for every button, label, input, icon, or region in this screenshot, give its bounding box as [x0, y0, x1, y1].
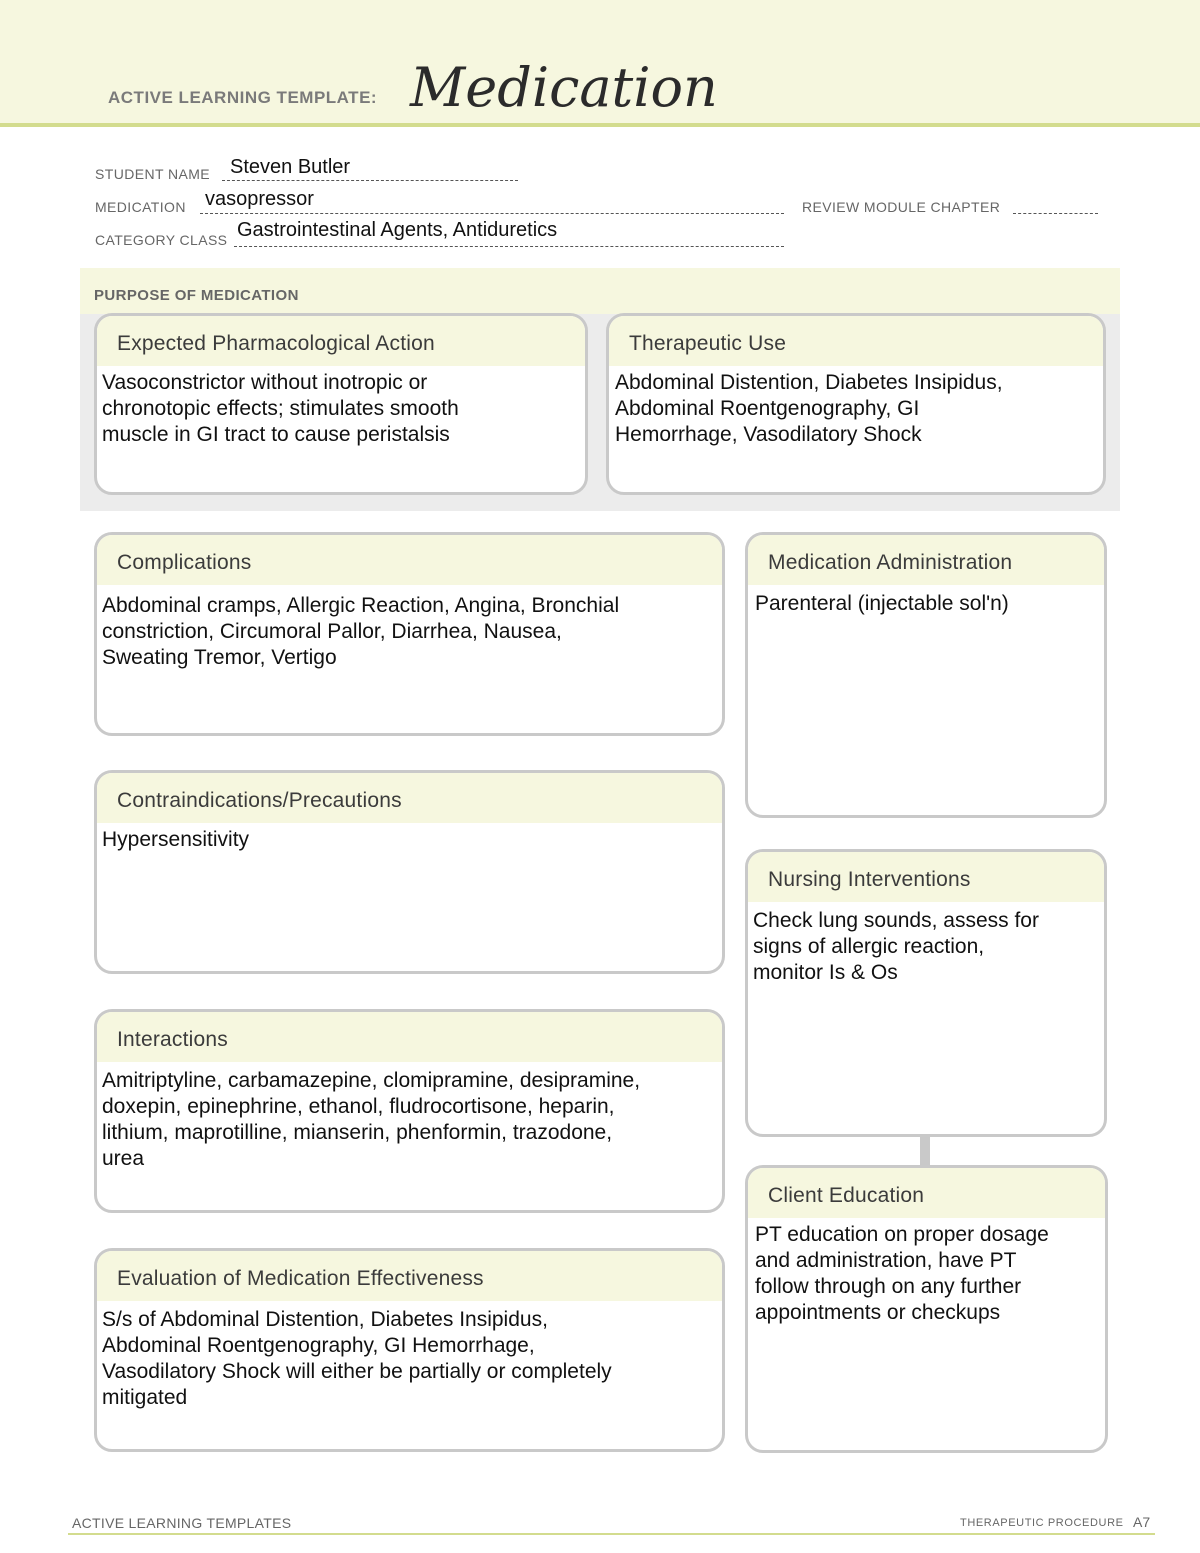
client-education-body[interactable]: PT education on proper dosage and administration, have PT follow through on any further appointments or checkups — [755, 1223, 1049, 1324]
review-module-label: REVIEW MODULE CHAPTER — [802, 199, 1001, 215]
student-name-line — [222, 180, 518, 181]
template-label: ACTIVE LEARNING TEMPLATE: — [108, 88, 378, 107]
card-connector — [920, 1135, 930, 1165]
header-rule — [0, 123, 1200, 127]
medication-administration-body[interactable]: Parenteral (injectable sol'n) — [755, 592, 1009, 615]
contraindications-title: Contraindications/Precautions — [97, 773, 722, 823]
medication-label: MEDICATION — [95, 199, 186, 215]
purpose-label: PURPOSE OF MEDICATION — [94, 287, 299, 304]
medication-value[interactable]: vasopressor — [205, 188, 314, 210]
interactions-card — [94, 1009, 725, 1213]
therapeutic-use-body[interactable]: Abdominal Distention, Diabetes Insipidus, Abdominal Roentgenography, GI Hemorrhage, Vasodilatory Shock — [615, 371, 1003, 446]
client-education-title: Client Education — [748, 1168, 1105, 1218]
nursing-interventions-body[interactable]: Check lung sounds, assess for signs of allergic reaction, monitor Is & Os — [753, 909, 1039, 984]
nursing-interventions-card — [745, 849, 1107, 1137]
footer-right: THERAPEUTIC PROCEDURE — [960, 1517, 1124, 1529]
evaluation-body[interactable]: S/s of Abdominal Distention, Diabetes Insipidus, Abdominal Roentgenography, GI Hemorrhage, Vasodilatory Shock will either be partially or completely mitigated — [102, 1308, 612, 1409]
review-module-line — [1013, 213, 1098, 214]
evaluation-card — [94, 1248, 725, 1452]
nursing-interventions-title: Nursing Interventions — [748, 852, 1104, 902]
complications-card — [94, 532, 725, 736]
student-name-label: STUDENT NAME — [95, 166, 210, 182]
medication-administration-title: Medication Administration — [748, 535, 1104, 585]
medication-line — [200, 213, 784, 214]
expected-action-title: Expected Pharmacological Action — [97, 316, 585, 366]
category-class-line — [234, 246, 784, 247]
footer-rule — [68, 1533, 1155, 1535]
complications-title: Complications — [97, 535, 722, 585]
evaluation-title: Evaluation of Medication Effectiveness — [97, 1251, 722, 1301]
category-class-label: CATEGORY CLASS — [95, 232, 228, 248]
interactions-title: Interactions — [97, 1012, 722, 1062]
category-class-value[interactable]: Gastrointestinal Agents, Antiduretics — [237, 219, 558, 241]
student-name-value[interactable]: Steven Butler — [230, 156, 351, 178]
contraindications-card — [94, 770, 725, 974]
complications-body[interactable]: Abdominal cramps, Allergic Reaction, Angina, Bronchial constriction, Circumoral Pallor, Diarrhea, Nausea, Sweating Tremor, Vertigo — [102, 594, 620, 669]
therapeutic-use-card — [606, 313, 1106, 495]
footer-page-number: A7 — [1133, 1514, 1151, 1530]
footer-left: ACTIVE LEARNING TEMPLATES — [72, 1515, 292, 1531]
contraindications-body[interactable]: Hypersensitivity — [102, 828, 250, 851]
therapeutic-use-title: Therapeutic Use — [609, 316, 1103, 366]
page-title: Medication — [410, 56, 718, 119]
expected-action-body[interactable]: Vasoconstrictor without inotropic or chronotopic effects; stimulates smooth muscle in GI tract to cause peristalsis — [102, 371, 459, 446]
client-education-card — [745, 1165, 1108, 1453]
medication-administration-card — [745, 532, 1107, 818]
expected-action-card — [94, 313, 588, 495]
interactions-body[interactable]: Amitriptyline, carbamazepine, clomipramine, desipramine, doxepin, epinephrine, ethanol, fludrocortisone, heparin, lithium, maprotilline, mianserin, phenformin, trazodone, urea — [102, 1069, 641, 1170]
